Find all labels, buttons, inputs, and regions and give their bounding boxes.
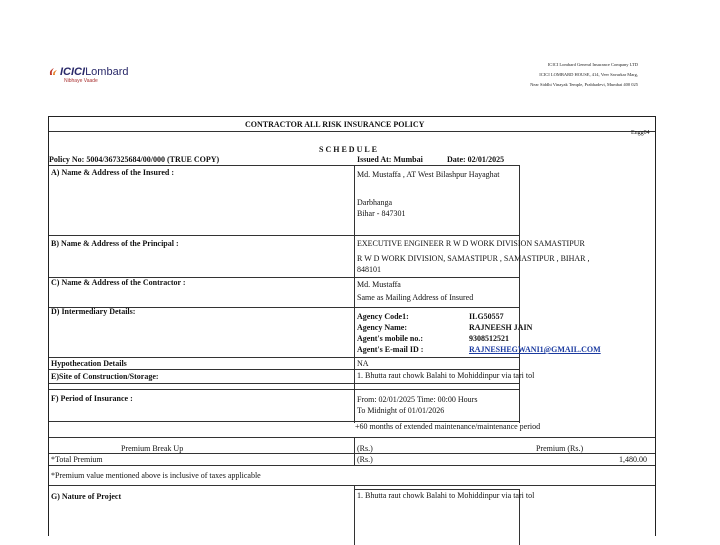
contractor-line1: Md. Mustaffa: [357, 280, 401, 289]
company-line1: ICICI Lombard General Insurance Company LTD: [547, 62, 638, 67]
insured-name: Md. Mustaffa , AT West Bilashpur Hayaghat: [357, 170, 500, 179]
schedule-label: SCHEDULE: [319, 145, 380, 154]
company-line3: Near Siddhi Vinayak Temple, Prabhadevi, Mumbai 400 025: [530, 82, 638, 87]
principal-label: B) Name & Address of the Principal :: [51, 239, 179, 248]
intermediary-label: D) Intermediary Details:: [51, 307, 136, 316]
period-label: F) Period of Insurance :: [51, 394, 133, 403]
agency-name-key: Agency Name:: [357, 323, 407, 332]
agency-name-value: RAJNEESH JAIN: [469, 323, 533, 332]
premium-column-label: Premium (Rs.): [536, 444, 584, 453]
company-address: [530, 60, 638, 90]
insured-line3: Bihar - 847301: [357, 209, 406, 218]
site-value: 1. Bhutta raut chowk Balahi to Mohiddinpur via tari tol: [357, 371, 535, 380]
hypothecation-value: NA: [357, 359, 369, 368]
issued-at: Issued At: Mumbai: [357, 155, 423, 164]
hypothecation-label: Hypothecation Details: [51, 359, 127, 368]
period-from: From: 02/01/2025 Time: 00:00 Hours: [357, 395, 478, 404]
period-to: To Midnight of 01/01/2026: [357, 406, 445, 415]
company-line2: ICICI LOMBARD HOUSE, 414, Veer Savarkar Marg,: [539, 72, 638, 77]
insured-line2: Darbhanga: [357, 198, 393, 207]
insured-label: A) Name & Address of the Insured :: [51, 168, 175, 177]
agent-email-key: Agent's E-mail ID :: [357, 345, 424, 354]
logo-brand: ICICI: [60, 66, 86, 78]
company-logo: [48, 64, 158, 88]
premium-tax-note: *Premium value mentioned above is inclusive of taxes applicable: [51, 471, 261, 480]
contractor-line2: Same as Mailing Address of Insured: [357, 293, 474, 302]
logo-tagline: Nibhaye Vaade: [64, 78, 98, 84]
total-premium-label: *Total Premium: [51, 455, 103, 464]
policy-number: Policy No: 5004/367325684/00/000 (TRUE COPY): [49, 155, 220, 164]
principal-line1: EXECUTIVE ENGINEER R W D WORK DIVISION SAMASTIPUR: [357, 239, 585, 248]
premium-breakup-label: Premium Break Up: [121, 444, 184, 453]
site-label: E)Site of Construction/Storage:: [51, 372, 159, 381]
period-extension: +60 months of extended maintenance/maintenance period: [355, 422, 541, 431]
total-premium-value: 1,480.00: [619, 455, 647, 464]
contractor-label: C) Name & Address of the Contractor :: [51, 278, 186, 287]
agent-mobile-value: 9308512521: [469, 334, 509, 343]
project-value: 1. Bhutta raut chowk Balahi to Mohiddinpur via tari tol: [357, 491, 535, 500]
lombard-logo-icon: [48, 67, 58, 77]
policy-code: Engg04: [631, 130, 650, 136]
principal-line2: R W D WORK DIVISION, SAMASTIPUR , SAMASTIPUR , BIHAR ,: [357, 254, 590, 263]
policy-title: CONTRACTOR ALL RISK INSURANCE POLICY: [245, 120, 425, 129]
logo-brand-suffix: Lombard: [85, 66, 129, 78]
agency-code-key: Agency Code1:: [357, 312, 409, 321]
policy-schedule-frame: [48, 116, 656, 536]
project-label: G) Nature of Project: [51, 492, 122, 501]
agency-code-value: ILG50557: [469, 312, 504, 321]
issue-date: Date: 02/01/2025: [447, 155, 505, 164]
agent-mobile-key: Agent's mobile no.:: [357, 334, 423, 343]
principal-line3: 848101: [357, 265, 381, 274]
premium-rs-label: (Rs.): [357, 444, 373, 453]
agent-email-link[interactable]: RAJNESHEGWANI1@GMAIL.COM: [469, 345, 601, 354]
total-premium-rs: (Rs.): [357, 455, 373, 464]
